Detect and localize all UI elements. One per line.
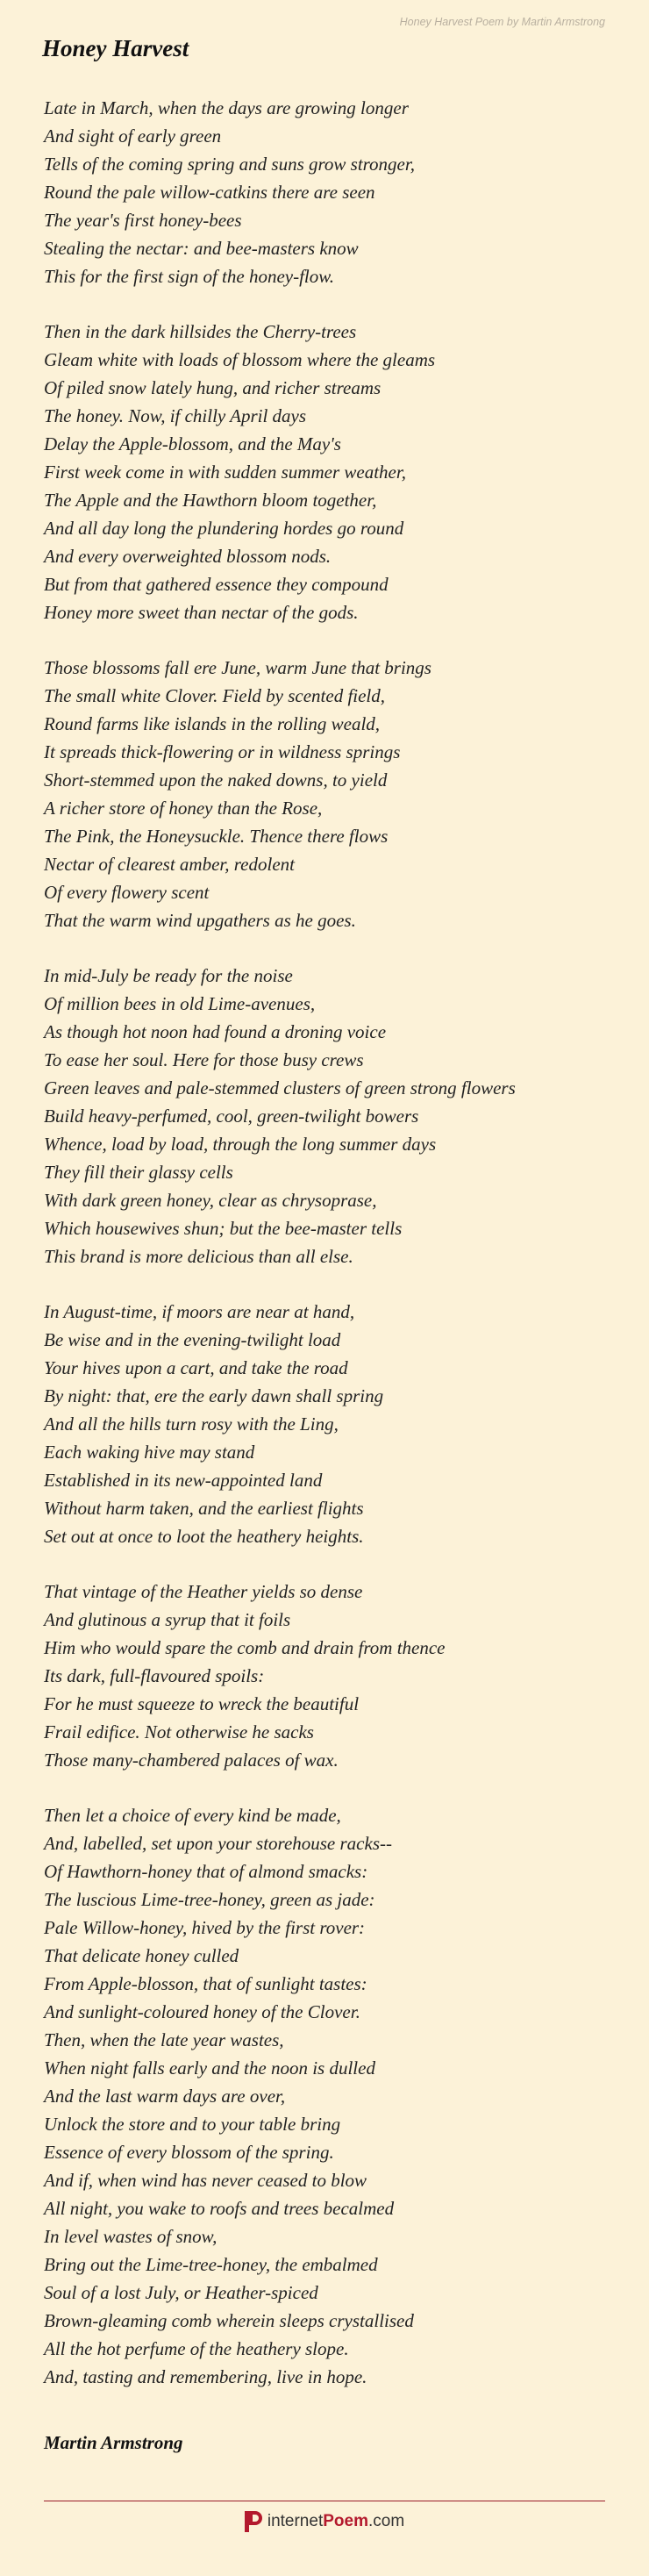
poem-line: A richer store of honey than the Rose,	[44, 798, 323, 819]
poem-line: The honey. Now, if chilly April days	[44, 405, 307, 426]
poem-line: Pale Willow-honey, hived by the first rover:	[44, 1917, 366, 1938]
poem-line: And sight of early green	[44, 125, 222, 147]
poem-line: And the last warm days are over,	[44, 2086, 286, 2107]
poem-line: Without harm taken, and the earliest flights	[44, 1498, 364, 1519]
poem-line: The year's first honey-bees	[44, 210, 242, 231]
poem-line: Gleam white with loads of blossom where the gleams	[44, 349, 436, 370]
poem-line: This brand is more delicious than all else.	[44, 1246, 353, 1267]
poem-line: Him who would spare the comb and drain from thence	[44, 1637, 446, 1658]
poem-line: Frail edifice. Not otherwise he sacks	[44, 1721, 314, 1742]
site-name	[267, 2512, 404, 2531]
poem-line: Then in the dark hillsides the Cherry-trees	[44, 321, 357, 342]
poem-line: The Pink, the Honeysuckle. Thence there flows	[44, 826, 389, 847]
poem-author[interactable]: Martin Armstrong	[44, 2432, 183, 2453]
poem-line: And every overweighted blossom nods.	[44, 546, 332, 567]
poem-line: Green leaves and pale-stemmed clusters of green strong flowers	[44, 1077, 516, 1098]
stanza	[44, 654, 623, 934]
poem-line: For he must squeeze to wreck the beautiful	[44, 1693, 360, 1714]
poem-line: Round the pale willow-catkins there are seen	[44, 182, 375, 203]
poem-line: Round farms like islands in the rolling weald,	[44, 713, 381, 734]
poem-line: And, labelled, set upon your storehouse racks--	[44, 1833, 392, 1854]
poem-line: Short-stemmed upon the naked downs, to yield	[44, 769, 388, 791]
poem-line: That delicate honey culled	[44, 1945, 239, 1966]
poem-line: All the hot perfume of the heathery slope.	[44, 2338, 349, 2359]
poem-body	[44, 94, 623, 2418]
poem-line: They fill their glassy cells	[44, 1162, 233, 1183]
poem-line: The small white Clover. Field by scented field,	[44, 685, 386, 706]
poem-line: The luscious Lime-tree-honey, green as jade:	[44, 1889, 375, 1910]
poem-line: But from that gathered essence they compound	[44, 574, 389, 595]
poem-line: Be wise and in the evening-twilight load	[44, 1329, 341, 1350]
poem-line: In August-time, if moors are near at hand,	[44, 1301, 355, 1322]
poem-line: Of piled snow lately hung, and richer streams	[44, 377, 382, 398]
poem-line: It spreads thick-flowering or in wildness springs	[44, 741, 401, 762]
poem-line: In level wastes of snow,	[44, 2226, 218, 2247]
poem-line: Bring out the Lime-tree-honey, the embalmed	[44, 2254, 378, 2275]
poem-line: And if, when wind has never ceased to blow	[44, 2170, 367, 2191]
poem-line: This for the first sign of the honey-flow.	[44, 266, 334, 287]
site-name-part-com: .com	[367, 2512, 405, 2530]
poem-line: Tells of the coming spring and suns grow stronger,	[44, 154, 415, 175]
poem-line: Its dark, full-flavoured spoils:	[44, 1665, 265, 1686]
poem-line: Build heavy-perfumed, cool, green-twilight bowers	[44, 1106, 419, 1127]
poem-line: With dark green honey, clear as chrysoprase,	[44, 1190, 377, 1211]
page-watermark: Honey Harvest Poem by Martin Armstrong	[399, 16, 605, 28]
stanza	[44, 1298, 623, 1550]
site-name-part-poem: Poem	[323, 2512, 368, 2530]
poem-line: Each waking hive may stand	[44, 1442, 255, 1463]
poem-line: And all the hills turn rosy with the Ling,	[44, 1413, 339, 1435]
poem-line: First week come in with sudden summer weather,	[44, 462, 406, 483]
poem-line: Those many-chambered palaces of wax.	[44, 1750, 339, 1771]
poem-line: Brown-gleaming comb wherein sleeps crystallised	[44, 2310, 414, 2331]
poem-line: To ease her soul. Here for those busy crews	[44, 1049, 364, 1070]
poem-line: Stealing the nectar: and bee-masters know	[44, 238, 359, 259]
stanza	[44, 962, 623, 1270]
poem-line: Delay the Apple-blossom, and the May's	[44, 433, 341, 454]
site-logo-link[interactable]	[0, 2511, 649, 2532]
poem-line: Then let a choice of every kind be made,	[44, 1805, 341, 1826]
stanza	[44, 318, 623, 626]
poem-line: And, tasting and remembering, live in hope.	[44, 2366, 367, 2387]
poem-line: That vintage of the Heather yields so dense	[44, 1581, 363, 1602]
poem-line: Nectar of clearest amber, redolent	[44, 854, 295, 875]
poem-line: That the warm wind upgathers as he goes.	[44, 910, 356, 931]
poem-line: When night falls early and the noon is dulled	[44, 2057, 375, 2079]
stanza	[44, 1801, 623, 2391]
poem-line: Of Hawthorn-honey that of almond smacks:	[44, 1861, 368, 1882]
poem-line: Set out at once to loot the heathery heights.	[44, 1526, 364, 1547]
poem-line: The Apple and the Hawthorn bloom together,	[44, 490, 377, 511]
poem-line: Late in March, when the days are growing longer	[44, 97, 409, 118]
poem-line: In mid-July be ready for the noise	[44, 965, 293, 986]
poem-line: And all day long the plundering hordes go round	[44, 518, 404, 539]
poem-line: Soul of a lost July, or Heather-spiced	[44, 2282, 318, 2303]
poem-line: Essence of every blossom of the spring.	[44, 2142, 334, 2163]
poem-line: Honey more sweet than nectar of the gods.	[44, 602, 359, 623]
poem-line: Whence, load by load, through the long summer days	[44, 1134, 437, 1155]
poem-line: By night: that, ere the early dawn shall spring	[44, 1385, 384, 1406]
stanza	[44, 1578, 623, 1774]
poem-line: Of million bees in old Lime-avenues,	[44, 993, 316, 1014]
stanza	[44, 94, 623, 290]
poem-line: From Apple-blosson, that of sunlight tastes:	[44, 1973, 367, 1994]
site-name-part-internet: internet	[267, 2512, 324, 2530]
poem-line: Those blossoms fall ere June, warm June that brings	[44, 657, 431, 678]
poem-title: Honey Harvest	[42, 35, 189, 61]
internetpoem-logo-icon	[245, 2511, 262, 2532]
poem-line: Of every flowery scent	[44, 882, 210, 903]
poem-line: As though hot noon had found a droning voice	[44, 1021, 387, 1042]
poem-line: And sunlight-coloured honey of the Clover.	[44, 2001, 360, 2022]
poem-line: And glutinous a syrup that it foils	[44, 1609, 291, 1630]
poem-line: Unlock the store and to your table bring	[44, 2114, 341, 2135]
poem-line: All night, you wake to roofs and trees becalmed	[44, 2198, 395, 2219]
poem-line: Established in its new-appointed land	[44, 1470, 323, 1491]
poem-line: Your hives upon a cart, and take the road	[44, 1357, 348, 1378]
poem-line: Which housewives shun; but the bee-master tells	[44, 1218, 403, 1239]
poem-line: Then, when the late year wastes,	[44, 2029, 284, 2050]
